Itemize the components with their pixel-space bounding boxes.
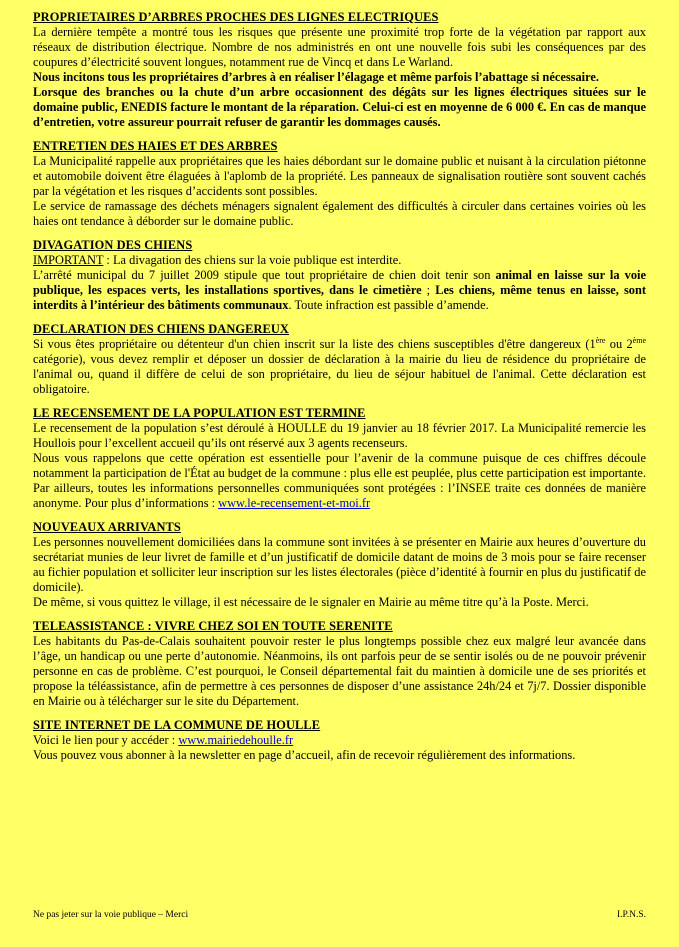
paragraph: Nous vous rappelons que cette opération est essentielle pour l’avenir de la commune puisque de ces chiffres découle notamment la participation de l'État au budget de la commune : plus elle est peuplée, plus cette participation est importante.	[33, 451, 646, 480]
text-run: catégorie), vous devez remplir et déposer un dossier de déclaration à la mairie du lieu de résidence du propriétaire de l'animal ou, quand il diffère de celui de son propriétaire, du lieu de séjour habituel de l'animal. Cette déclaration est obligatoire.	[33, 352, 646, 396]
page-footer	[33, 910, 646, 920]
text-run: Par ailleurs, toutes les informations personnelles communiquées sont protégées : l’INSEE traite ces données de manière anonyme. Pour plus d’informations :	[33, 481, 646, 510]
paragraph	[33, 733, 646, 748]
section-chiens-dangereux	[33, 322, 646, 397]
superscript: ème	[632, 335, 646, 345]
section-title: DECLARATION DES CHIENS DANGEREUX	[33, 322, 289, 336]
paragraph: Les habitants du Pas-de-Calais souhaitent pouvoir rester le plus longtemps possible chez eux malgré leur avancée dans l’âge, un handicap ou une perte d’autonomie. Néanmoins, ils ont parfois peur de se sentir isolés ou de ne pouvoir prévenir personne en cas de problème. C’est pourquoi, le Conseil départemental fait du maintien à domicile une de ses priorités et propose la téléassistance, afin de permettre à ces personnes de disposer d’une assistance 24h/24 et 7j/7. Dossier disponible en Mairie ou à télécharger sur le site du Département.	[33, 634, 646, 708]
text-run-bold: Les chiens, même tenus en laisse, sont interdits à l’intérieur des bâtiments communaux	[33, 283, 646, 312]
paragraph	[33, 253, 646, 268]
section-recensement	[33, 406, 646, 511]
section-nouveaux-arrivants	[33, 520, 646, 610]
section-title: TELEASSISTANCE : VIVRE CHEZ SOI EN TOUTE SERENITE	[33, 619, 393, 633]
paragraph-bold: Nous incitons tous les propriétaires d’arbres à en réaliser l’élagage et même parfois l’abattage si nécessaire.	[33, 70, 599, 84]
section-site-internet	[33, 718, 646, 763]
paragraph	[33, 268, 646, 313]
important-label: IMPORTANT	[33, 253, 104, 267]
mairie-website-link[interactable]: www.mairiedehoulle.fr	[178, 733, 294, 747]
section-arbres-lignes	[33, 10, 646, 130]
section-haies-arbres	[33, 139, 646, 229]
superscript: ère	[595, 335, 606, 345]
section-teleassistance	[33, 619, 646, 709]
section-divagation-chiens	[33, 238, 646, 313]
section-title: SITE INTERNET DE LA COMMUNE DE HOULLE	[33, 718, 321, 732]
paragraph	[33, 337, 646, 397]
text-run: Voici le lien pour y accéder :	[33, 733, 179, 747]
section-title: PROPRIETAIRES D’ARBRES PROCHES DES LIGNES ELECTRIQUES	[33, 10, 439, 24]
section-title: LE RECENSEMENT DE LA POPULATION EST TERMINE	[33, 406, 366, 420]
paragraph: La Municipalité rappelle aux propriétaires que les haies débordant sur le domaine public et nuisant à la circulation piétonne et automobile doivent être élaguées à l'aplomb de la propriété. Les panneaux de signalisation routière sont souvent cachés par la végétation et les risques d’accidents sont possibles.	[33, 154, 646, 198]
paragraph: Les personnes nouvellement domiciliées dans la commune sont invitées à se présenter en Mairie aux heures d’ouverture du secrétariat munies de leur livret de famille et d’un justificatif de domicile datant de moins de 3 mois pour se faire recenser au fichier population et solliciter leur inscription sur les listes électorales (pièce d’identité à fournir en plus du justificatif de domicile).	[33, 535, 646, 594]
text-run: . Toute infraction est passible d’amende.	[288, 298, 489, 312]
paragraph: La dernière tempête a montré tous les risques que présente une proximité trop forte de la végétation par rapport aux réseaux de distribution électrique. Nombre de nos administrés en ont une nouvelle fois subi les conséquences par des coupures d’électricité souvent longues, notamment rue de Vincq et dans Le Warland.	[33, 25, 646, 69]
text-run-bold: animal en laisse sur la voie publique, les espaces verts, les installations sportives, dans le cimetière	[33, 268, 646, 297]
text-run: ;	[421, 283, 436, 297]
paragraph: Vous pouvez vous abonner à la newsletter en page d’accueil, afin de recevoir régulièrement des informations.	[33, 748, 576, 762]
paragraph: De même, si vous quittez le village, il est nécessaire de le signaler en Mairie au même titre qu’à la Poste. Merci.	[33, 595, 589, 609]
section-title: ENTRETIEN DES HAIES ET DES ARBRES	[33, 139, 278, 153]
text-run: ou 2	[605, 337, 633, 351]
text-run: Si vous êtes propriétaire ou détenteur d'un chien inscrit sur la liste des chiens susceptibles d'être dangereux (1	[33, 337, 596, 351]
section-title: DIVAGATION DES CHIENS	[33, 238, 193, 252]
section-title: NOUVEAUX ARRIVANTS	[33, 520, 181, 534]
paragraph: Le service de ramassage des déchets ménagers signalent également des difficultés à circuler dans certaines voiries où les haies ont tendance à déborder sur le domaine public.	[33, 199, 646, 228]
paragraph: Le recensement de la population s’est déroulé à HOULLE du 19 janvier au 18 février 2017. La Municipalité remercie les Houllois pour l’excellent accueil qu’ils ont réservé aux 3 agents recenseurs.	[33, 421, 646, 450]
footer-left: Ne pas jeter sur la voie publique – Merci	[33, 910, 189, 920]
paragraph-bold: Lorsque des branches ou la chute d’un arbre occasionnent des dégâts sur les lignes électriques situées sur le domaine public, ENEDIS facture le montant de la réparation. Celui-ci est en moyenne de 6 000 €. En cas de manque d’entretien, votre assureur pourrait refuser de garantir les dommages causés.	[33, 85, 646, 129]
recensement-link[interactable]: www.le-recensement-et-moi.fr	[218, 496, 371, 510]
text-run: L’arrêté municipal du 7 juillet 2009 stipule que tout propriétaire de chien doit tenir son	[33, 268, 496, 282]
paragraph	[33, 481, 646, 511]
footer-right: I.P.N.S.	[616, 910, 646, 920]
text-run: : La divagation des chiens sur la voie publique est interdite.	[103, 253, 402, 267]
